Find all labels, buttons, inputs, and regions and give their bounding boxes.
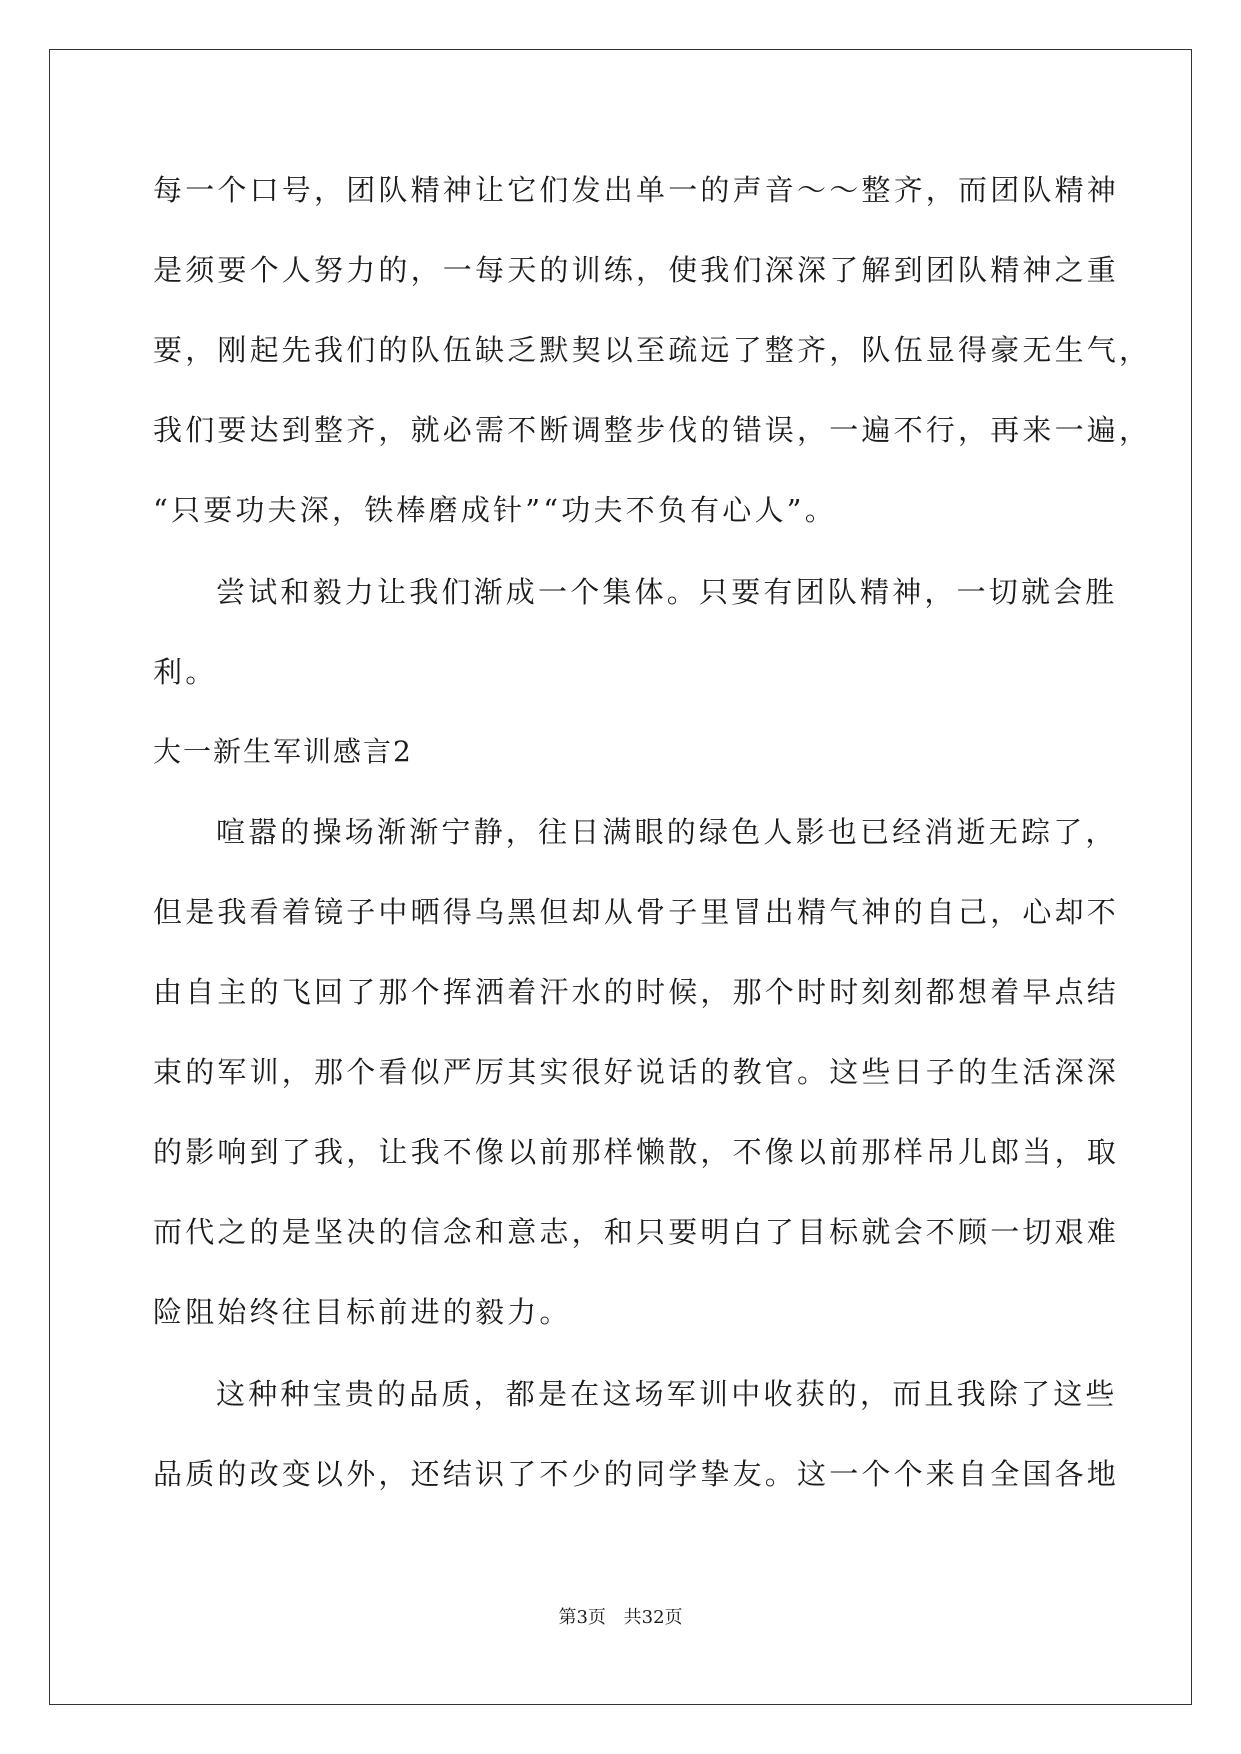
paragraph-first-line: 这种种宝贵的品质，都是在这场军训中收获的，而且我除了这些: [216, 1377, 1118, 1411]
text-line: 的影响到了我，让我不像以前那样懒散，不像以前那样吊儿郎当，取: [153, 1135, 1120, 1169]
text-line: 但是我看着镜子中晒得乌黑但却从骨子里冒出精气神的自己，心却不: [153, 895, 1120, 929]
text-line: 由自主的飞回了那个挥洒着汗水的时候，那个时时刻刻都想着早点结: [153, 975, 1120, 1009]
text-line: 束的军训，那个看似严厉其实很好说话的教官。这些日子的生活深深: [153, 1055, 1120, 1089]
text-line: 要，刚起先我们的队伍缺乏默契以至疏远了整齐，队伍显得豪无生气，: [153, 333, 1152, 367]
text-line: 利。: [153, 655, 218, 689]
page-footer: [0, 1606, 1241, 1630]
paragraph-first-line: 尝试和毅力让我们渐成一个集体。只要有团队精神，一切就会胜: [216, 575, 1118, 609]
text-line: 是须要个人努力的，一每天的训练，使我们深深了解到团队精神之重: [153, 253, 1120, 287]
page-total: 共32页: [623, 1607, 683, 1628]
text-line: 险阻始终往目标前进的毅力。: [153, 1295, 572, 1329]
text-line: 而代之的是坚决的信念和意志，和只要明白了目标就会不顾一切艰难: [153, 1215, 1120, 1249]
text-line: 每一个口号，团队精神让它们发出单一的声音～～整齐，而团队精神: [153, 173, 1120, 207]
paragraph-first-line: 喧嚣的操场渐渐宁静，往日满眼的绿色人影也已经消逝无踪了，: [216, 815, 1118, 849]
text-line: 品质的改变以外，还结识了不少的同学挚友。这一个个来自全国各地: [153, 1457, 1120, 1491]
text-line: “只要功夫深，铁棒磨成针”“功夫不负有心人”。: [153, 493, 837, 527]
text-line: 我们要达到整齐，就必需不断调整步伐的错误，一遍不行，再来一遍，: [153, 413, 1152, 447]
section-heading: 大一新生军训感言2: [153, 735, 413, 768]
page-number: 第3页: [558, 1607, 606, 1628]
